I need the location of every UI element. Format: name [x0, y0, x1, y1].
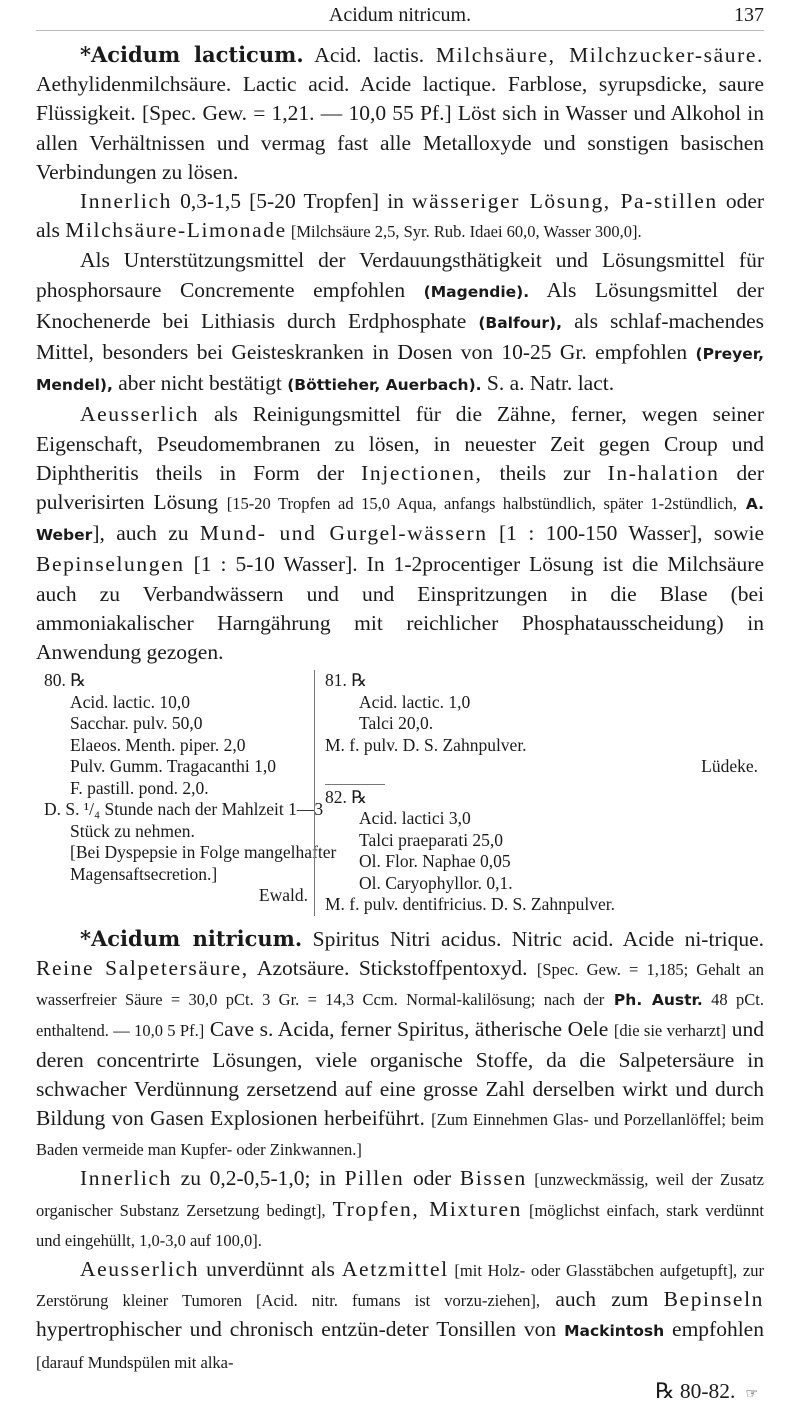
entry-headword-nitricum: *Acidum nitricum.	[80, 925, 303, 951]
text-run-spaced: Pillen	[344, 1166, 405, 1191]
recipe-signature: M. f. pulv. dentifricius. D. S. Zahnpulver.	[325, 894, 616, 915]
text-run: [1 : 100-150 Wasser], sowie	[487, 521, 765, 546]
author-name: (Böttieher, Auerbach).	[287, 376, 482, 395]
lacticum-uses-paragraph	[36, 246, 764, 400]
nitricum-internal-paragraph	[36, 1164, 764, 1255]
recipe-reference: ℞ 80-82.	[655, 1378, 736, 1403]
author-name: (Balfour),	[478, 313, 563, 332]
author-name: Ph. Austr.	[604, 991, 703, 1010]
text-run-spaced: wässeriger Lösung, Pa-stillen	[412, 189, 718, 214]
text-run: Spiritus Nitri acidus. Nitric acid. Acide ni-trique.	[302, 926, 764, 951]
page-number: 137	[734, 4, 764, 26]
recipe-number-line	[325, 670, 764, 692]
text-run: Als Lösungsmittel der Knochenerde bei Lithiasis durch Erdphosphate	[36, 277, 764, 333]
text-run-spaced: Milchsäure, Milchzucker-säure.	[435, 43, 764, 67]
recipe-number-line	[44, 670, 314, 692]
section-label-external: Aeusserlich	[80, 402, 200, 427]
recipe-ingredient: F. pastill. pond. 2,0.	[70, 777, 209, 798]
section-label-external: Aeusserlich	[80, 1257, 200, 1281]
text-run-spaced: Tropfen, Mixturen	[332, 1196, 523, 1221]
author-name: (Preyer, Mendel),	[36, 345, 764, 395]
text-run: aber nicht bestätigt	[112, 371, 288, 396]
text-run: der pulverisirten Lösung	[36, 460, 764, 515]
footer-reference	[36, 1377, 764, 1409]
text-run: Cave s. Acida, ferner Spiritus, ätherische Oele	[204, 1017, 614, 1042]
text-run: S. a. Natr. lact.	[481, 371, 615, 396]
lacticum-external-paragraph	[36, 400, 764, 667]
recipe-block	[36, 670, 764, 916]
author-name: A. Weber	[36, 495, 764, 545]
text-run: hypertrophischer und chronisch entzün-deter Tonsillen von	[36, 1317, 565, 1342]
author-name: (Magendie).	[423, 282, 530, 301]
text-run: oder als	[36, 189, 765, 243]
text-run-small: [Spec. Gew. = 1,185; Gehalt an wasserfreier Säure = 30,0 pCt. 3 Gr. = 14,3 Ccm. Normal-kalilösung; nach der	[36, 959, 765, 1010]
text-run: [Spec. Gew. = 1,21. — 10,0 55 Pf.]	[141, 101, 452, 126]
text-run-small: [Acid. nitr. fumans ist vorzu-ziehen],	[256, 1291, 541, 1311]
text-run-small: [die sie verharzt]	[613, 1021, 727, 1041]
text-run-spaced: Bepinseln	[663, 1287, 764, 1312]
text-run: unverdünnt als	[199, 1257, 342, 1281]
nitricum-external-paragraph	[36, 1255, 764, 1377]
text-run-small: [mit Holz- oder Glasstäbchen aufgetupft], zur Zerstörung kleiner Tumoren	[36, 1261, 764, 1311]
recipe-number: 81.	[325, 670, 347, 691]
text-run-spaced: Mund- und Gurgel-wässern	[199, 521, 488, 546]
text-run-small: [darauf Mundspülen mit alka-	[36, 1352, 234, 1372]
recipe-ingredient: Pulv. Gumm. Tragacanthi 1,0	[70, 756, 276, 777]
pointing-hand-icon: ☞	[745, 1386, 758, 1402]
text-run-spaced: Reine Salpetersäure,	[36, 955, 249, 980]
recipe-note: Magensaftsecretion.]	[70, 863, 218, 884]
rx-symbol: ℞	[70, 670, 86, 691]
text-run: als Reinigungsmittel für die Zähne, ferner, wegen seiner Eigenschaft, Pseudomembranen zu lösen, in neuester Zeit gegen Croup und Diphtheritis theils in Form der	[36, 402, 764, 485]
recipe-signature: D. S. ¹/₄ Stunde nach der Mahlzeit 1—3	[44, 799, 324, 820]
recipe-author: Ewald.	[258, 885, 308, 906]
recipe-separator	[325, 784, 385, 785]
text-run: 0,3-1,5 [5-20 Tropfen] in	[172, 189, 413, 214]
text-run-spaced: Injectionen,	[361, 460, 483, 485]
entry-headword-lacticum: *Acidum lacticum.	[80, 42, 304, 67]
section-label-internal: Innerlich	[80, 189, 173, 214]
text-run-small: [15-20 Tropfen ad 15,0 Aqua, anfangs halbstündlich, später 1-2stündlich,	[226, 494, 738, 514]
text-run: theils zur	[482, 460, 608, 485]
text-run: auch zum	[540, 1287, 664, 1312]
recipe-column-right	[314, 670, 764, 916]
author-name: Mackintosh	[564, 1322, 665, 1341]
recipe-signature: Stück zu nehmen.	[70, 820, 195, 841]
section-label-internal: Innerlich	[80, 1166, 173, 1191]
lacticum-internal-paragraph	[36, 187, 764, 246]
recipe-ingredient: Acid. lactic. 1,0	[359, 691, 471, 712]
running-header	[36, 0, 764, 31]
nitricum-intro-paragraph	[36, 924, 764, 1165]
text-run: Acid. lactis.	[303, 43, 436, 67]
text-run-small: [möglichst einfach, stark verdünnt und eingehüllt, 1,0-3,0 auf 100,0].	[36, 1200, 764, 1250]
text-run-spaced: Bepinselungen	[36, 552, 185, 577]
text-run: Löst sich in Wasser und Alkohol in allen Verhältnissen und vermag fast alle Metalloxyde und sonstigen basischen Verbindungen zu lösen.	[36, 101, 764, 184]
text-run-spaced: In-halation	[607, 460, 720, 485]
recipe-ingredient: Ol. Flor. Naphae 0,05	[359, 851, 511, 872]
recipe-number: 82.	[325, 786, 347, 807]
recipe-number-line	[325, 787, 764, 809]
text-run-spaced: Aetzmittel	[341, 1257, 449, 1281]
recipe-author: Lüdeke.	[701, 756, 758, 777]
recipe-number: 80.	[44, 670, 66, 691]
recipe-ingredient: Acid. lactic. 10,0	[70, 691, 191, 712]
page-body	[36, 40, 764, 1409]
text-run: ], auch zu	[92, 521, 200, 546]
lacticum-intro-paragraph	[36, 40, 764, 187]
text-run: Aethylidenmilchsäure. Lactic acid. Acide lactique. Farblose, syrupsdicke, saure Flüssigkeit.	[36, 72, 764, 126]
text-run: Als Unterstützungsmittel der Verdauungsthätigkeit und Lösungsmittel für phosphorsaure Concremente empfohlen	[36, 248, 764, 302]
text-run: als schlaf-machendes Mittel, besonders bei Geisteskranken in Dosen von 10-25 Gr. empfohlen	[36, 308, 765, 365]
recipe-ingredient: Sacchar. pulv. 50,0	[70, 713, 203, 734]
text-run: Azotsäure. Stickstoffpentoxyd.	[248, 955, 537, 980]
recipe-ingredient: Talci 20,0.	[359, 713, 434, 734]
text-run: und deren concentrirte Lösungen, viele organische Stoffe, da die Salpetersäure in schwacher Verdünnung zersetzend auf eine grosse Zahl derselben wirkt und durch Bildung von Gasen Explosionen herbeiführt.	[36, 1017, 765, 1130]
running-title: Acidum nitricum.	[328, 4, 472, 26]
recipe-signature: M. f. pulv. D. S. Zahnpulver.	[325, 734, 527, 755]
text-run-spaced: Milchsäure-Limonade	[65, 218, 287, 243]
text-run-small: [Zum Einnehmen Glas- und Porzellanlöffel; beim Baden vermeide man Kupfer- oder Zinkwannen.]	[36, 1109, 764, 1160]
recipe-ingredient: Ol. Caryophyllor. 0,1.	[359, 872, 513, 893]
text-run: [1 : 5-10 Wasser]. In 1-2procentiger Lösung ist die Milchsäure auch zu Verbandwässern und und Einspritzungen in die Blase (bei ammoniakalischer Harngährung mit reichlicher Phosphatausscheidung) in Anwendung gezogen.	[36, 552, 764, 665]
rx-symbol: ℞	[351, 786, 367, 807]
recipe-ingredient: Talci praeparati 25,0	[359, 829, 504, 850]
recipe-ingredient: Elaeos. Menth. piper. 2,0	[70, 734, 246, 755]
text-run: empfohlen	[664, 1317, 764, 1342]
recipe-note: [Bei Dyspepsie in Folge mangelhafter	[70, 842, 337, 863]
text-run: oder	[404, 1166, 460, 1191]
rx-symbol: ℞	[351, 670, 367, 691]
text-run-small: [Milchsäure 2,5, Syr. Rub. Idaei 60,0, Wasser 300,0].	[286, 222, 642, 242]
text-run-small: [unzweckmässig, weil der Zusatz organischer Substanz Zersetzung bedingt],	[36, 1170, 764, 1220]
recipe-ingredient: Acid. lactici 3,0	[359, 808, 471, 829]
text-run: zu 0,2-0,5-1,0; in	[172, 1166, 345, 1191]
text-run-spaced: Bissen	[459, 1166, 527, 1191]
text-run-small: 48 pCt. enthaltend. — 10,0 5 Pf.]	[36, 990, 764, 1041]
